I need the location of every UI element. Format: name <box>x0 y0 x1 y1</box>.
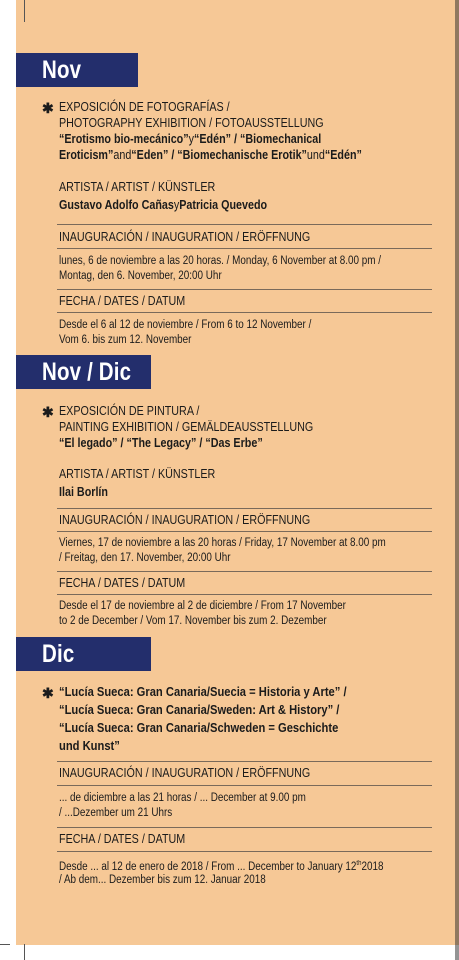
month-header-nov-dic: Nov / Dic <box>16 355 151 389</box>
dates-label: FECHA / DATES / DATUM <box>59 294 186 308</box>
crop-mark <box>0 944 10 945</box>
dates-label: FECHA / DATES / DATUM <box>59 576 186 590</box>
divider <box>57 571 432 572</box>
inauguration-detail: ... de diciembre a las 21 horas / ... December at 9.00 pm <box>59 792 306 804</box>
divider <box>57 761 432 762</box>
exhibition-type: PAINTING EXHIBITION / GEMÄLDEAUSSTELLUNG <box>59 420 314 434</box>
exhibition-title: “Lucía Sueca: Gran Canaria/Schweden = Geschichte <box>59 720 339 735</box>
bullet-star-icon: ✱ <box>42 404 54 420</box>
inauguration-detail: lunes, 6 de noviembre a las 20 horas. / Monday, 6 November at 8.00 pm / <box>59 255 381 267</box>
divider <box>57 531 432 532</box>
divider <box>57 248 432 249</box>
artist-label: ARTISTA / ARTIST / KÜNSTLER <box>59 180 216 194</box>
divider <box>57 224 432 225</box>
dates-detail: to 2 de December / Vom 17. November bis zum 2. Dezember <box>59 615 327 627</box>
exhibition-type: PHOTOGRAPHY EXHIBITION / FOTOAUSSTELLUNG <box>59 116 324 130</box>
divider <box>57 289 432 290</box>
exhibition-title: “El legado” / “The Legacy” / “Das Erbe” <box>59 436 263 450</box>
bullet-star-icon: ✱ <box>42 685 54 701</box>
dates-detail: Desde el 6 al 12 de noviembre / From 6 to 12 November / <box>59 319 312 331</box>
exhibition-title: und Kunst” <box>59 738 120 753</box>
artist-label: ARTISTA / ARTIST / KÜNSTLER <box>59 467 216 481</box>
divider <box>57 594 432 595</box>
inauguration-detail: / ...Dezember um 21 Uhrs <box>59 807 173 819</box>
divider <box>57 508 432 509</box>
divider <box>57 827 432 828</box>
bullet-star-icon: ✱ <box>42 100 54 116</box>
inauguration-label: INAUGURACIÓN / INAUGURATION / ERÖFFNUNG <box>59 230 311 244</box>
artist-name: Ilai Borlín <box>59 485 108 499</box>
exhibition-title: “Erotismo bio-mecánico”y“Edén” / “Biomechanical <box>59 132 322 146</box>
exhibition-type: EXPOSICIÓN DE PINTURA / <box>59 404 200 418</box>
exhibition-title: “Lucía Sueca: Gran Canaria/Suecia = Historia y Arte” / <box>59 684 347 699</box>
divider <box>57 851 432 852</box>
inauguration-detail: / Freitag, den 17. November, 20:00 Uhr <box>59 552 231 564</box>
artist-name: Gustavo Adolfo CañasyPatricia Quevedo <box>59 198 268 212</box>
dates-detail: / Ab dem... Dezember bis zum 12. Januar 2018 <box>59 874 266 886</box>
crop-mark <box>24 0 25 22</box>
dates-label: FECHA / DATES / DATUM <box>59 832 186 846</box>
exhibition-type: EXPOSICIÓN DE FOTOGRAFÍAS / <box>59 100 230 114</box>
inauguration-label: INAUGURACIÓN / INAUGURATION / ERÖFFNUNG <box>59 766 311 780</box>
month-header-dic: Dic <box>16 637 151 671</box>
exhibition-title: Eroticism”and“Eden” / “Biomechanische Erotik”und“Edén” <box>59 148 362 162</box>
inauguration-detail: Montag, den 6. November, 20:00 Uhr <box>59 270 222 282</box>
dates-detail: Vom 6. bis zum 12. November <box>59 334 192 346</box>
month-header-nov: Nov <box>16 53 138 87</box>
inauguration-label: INAUGURACIÓN / INAUGURATION / ERÖFFNUNG <box>59 513 311 527</box>
divider <box>57 312 432 313</box>
page-edge-shadow <box>455 0 459 960</box>
dates-detail: Desde el 17 de noviembre al 2 de diciembre / From 17 November <box>59 600 346 612</box>
inauguration-detail: Viernes, 17 de noviembre a las 20 horas / Friday, 17 November at 8.00 pm <box>59 537 386 549</box>
divider <box>57 785 432 786</box>
dates-detail: Desde ... al 12 de enero de 2018 / From ... December to January 12th2018 <box>59 860 384 873</box>
exhibition-title: “Lucía Sueca: Gran Canaria/Sweden: Art & History” / <box>59 702 340 717</box>
crop-mark <box>24 944 25 960</box>
